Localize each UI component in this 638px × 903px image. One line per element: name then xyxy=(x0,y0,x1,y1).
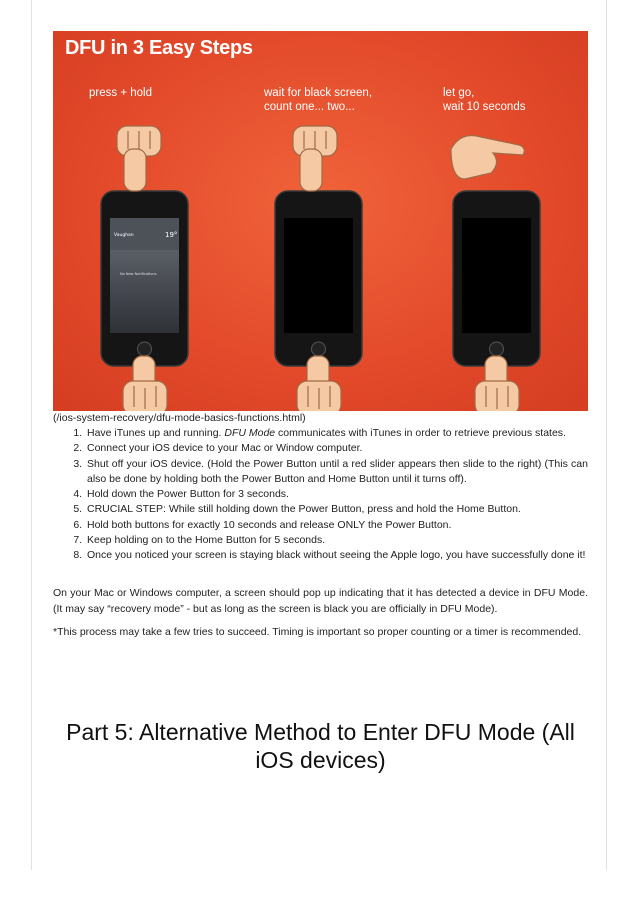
hand-top-2-icon xyxy=(293,126,337,191)
phone-temp-label: 19° xyxy=(165,231,178,239)
phone-location-label: Vaughan xyxy=(114,233,134,238)
hand-top-1-icon xyxy=(117,126,161,191)
step-caption-2-line2: count one... two... xyxy=(264,101,355,113)
step-caption-1 xyxy=(89,86,152,100)
section-title: Part 5: Alternative Method to Enter DFU Mode (All iOS devices) xyxy=(66,719,575,773)
page-border-right xyxy=(606,0,607,870)
dfu-steps-illustration xyxy=(53,31,588,411)
step-caption-1-line1: press + hold xyxy=(89,87,152,99)
list-item: 7. Keep holding on to the Home Button for 5 seconds. xyxy=(85,533,588,548)
phone-notice-label: No New Notifications xyxy=(120,272,157,276)
image-link[interactable]: (/ios-system-recovery/dfu-mode-basics-functions.html) xyxy=(53,412,306,424)
iphone-1-icon xyxy=(101,191,188,366)
list-item: 4. Hold down the Power Button for 3 seconds. xyxy=(85,487,588,502)
list-item: 5. CRUCIAL STEP: While still holding down the Power Button, press and hold the Home Button. xyxy=(85,502,588,517)
iphone-3-icon xyxy=(453,191,540,366)
dfu-detected-paragraph: On your Mac or Windows computer, a screen should pop up indicating that it has detected a device in DFU Mode. (It may say “recovery mode” - but as long as the screen is black you are officially in DFU Mode). xyxy=(53,587,588,615)
step-caption-3-line2: wait 10 seconds xyxy=(443,101,526,113)
step-caption-2-line1: wait for black screen, xyxy=(264,87,373,99)
dfu-steps-list xyxy=(53,426,588,564)
list-item: 8. Once you noticed your screen is staying black without seeing the Apple logo, you have successfully done it! xyxy=(85,548,588,563)
timing-note-paragraph: *This process may take a few tries to succeed. Timing is important so proper counting or a timer is recommended. xyxy=(53,626,582,638)
list-item: 2. Connect your iOS device to your Mac or Window computer. xyxy=(85,441,588,456)
step-caption-3 xyxy=(443,86,525,114)
page-border-left xyxy=(31,0,32,870)
step-caption-3-line1: let go, xyxy=(443,87,475,99)
hand-top-3-released-icon xyxy=(451,136,524,180)
list-item: 6. Hold both buttons for exactly 10 seconds and release ONLY the Power Button. xyxy=(85,518,588,533)
list-item: 3. Shut off your iOS device. (Hold the Power Button until a red slider appears then slide to the right) (This can also be done by holding both the Power Button and Home Button until it turns off). xyxy=(85,457,588,488)
illustration-title: DFU in 3 Easy Steps xyxy=(65,37,253,59)
step-caption-2 xyxy=(264,86,372,114)
iphone-2-icon xyxy=(275,191,362,366)
list-item: 1. Have iTunes up and running. DFU Mode communicates with iTunes in order to retrieve previous states. xyxy=(85,426,588,441)
